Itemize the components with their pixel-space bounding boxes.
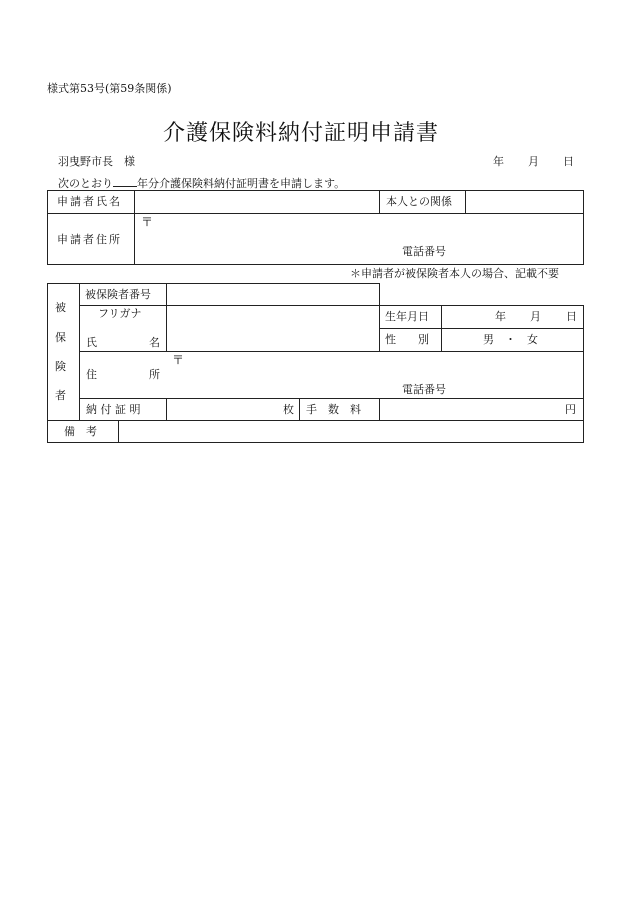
insured-address-label-2: 所 <box>149 368 160 381</box>
request-sentence <box>58 176 345 189</box>
insured-name-field[interactable] <box>167 306 379 351</box>
applicant-phone-label: 電話番号 <box>402 245 446 258</box>
dob-label: 生年月日 <box>385 310 429 323</box>
page-title: 介護保険料納付証明申請書 <box>163 121 440 146</box>
relation-field[interactable] <box>466 191 583 213</box>
insured-side-char-1: 被 <box>55 301 66 314</box>
applicant-address-label: 申請者住所 <box>57 233 122 246</box>
dob-field[interactable] <box>442 306 583 328</box>
dob-day-label: 日 <box>566 310 577 323</box>
date-day-label: 日 <box>563 155 574 168</box>
remarks-field[interactable] <box>119 421 583 442</box>
year-blank-field[interactable] <box>113 176 137 187</box>
insured-side-char-4: 者 <box>55 389 66 402</box>
date-month-label: 月 <box>528 155 539 168</box>
insured-address-field[interactable] <box>167 352 583 398</box>
insured-side-char-2: 保 <box>55 331 66 344</box>
date-year-label: 年 <box>493 155 504 168</box>
furigana-label: フリガナ <box>98 307 142 320</box>
request-suffix: 年分介護保険料納付証明書を申請します。 <box>137 177 346 190</box>
applicant-name-field[interactable] <box>135 191 379 213</box>
form-number: 様式第53号(第59条関係) <box>47 82 172 95</box>
insured-side-char-3: 険 <box>55 360 66 373</box>
dob-month-label: 月 <box>530 310 541 323</box>
applicant-name-label: 申請者氏名 <box>57 195 122 208</box>
applicant-address-field[interactable] <box>135 214 583 264</box>
request-prefix: 次のとおり <box>58 177 113 190</box>
insured-phone-label: 電話番号 <box>402 383 446 396</box>
cert-label: 納 付 証 明 <box>86 403 141 416</box>
insured-number-label: 被保険者番号 <box>85 288 151 301</box>
relation-label: 本人との関係 <box>386 195 452 208</box>
count-unit: 枚 <box>283 403 294 416</box>
cert-count-field[interactable] <box>167 399 299 420</box>
sex-label: 性 別 <box>385 333 429 346</box>
remarks-label: 備 考 <box>64 425 97 438</box>
applicant-note: ＊申請者が被保険者本人の場合、記載不要 <box>350 267 559 280</box>
postal-mark: 〒 <box>141 215 154 229</box>
insured-name-label-2: 名 <box>149 336 160 349</box>
insured-postal-mark: 〒 <box>172 353 185 367</box>
fee-label: 手 数 料 <box>306 403 361 416</box>
addressee: 羽曳野市長 様 <box>58 155 135 168</box>
yen-unit: 円 <box>565 403 576 416</box>
insured-name-label-1: 氏 <box>86 336 97 349</box>
fee-field[interactable] <box>380 399 583 420</box>
sex-options[interactable]: 男 ・ 女 <box>483 333 538 346</box>
insured-number-field[interactable] <box>167 284 379 305</box>
dob-year-label: 年 <box>495 310 506 323</box>
insured-address-label-1: 住 <box>86 368 97 381</box>
